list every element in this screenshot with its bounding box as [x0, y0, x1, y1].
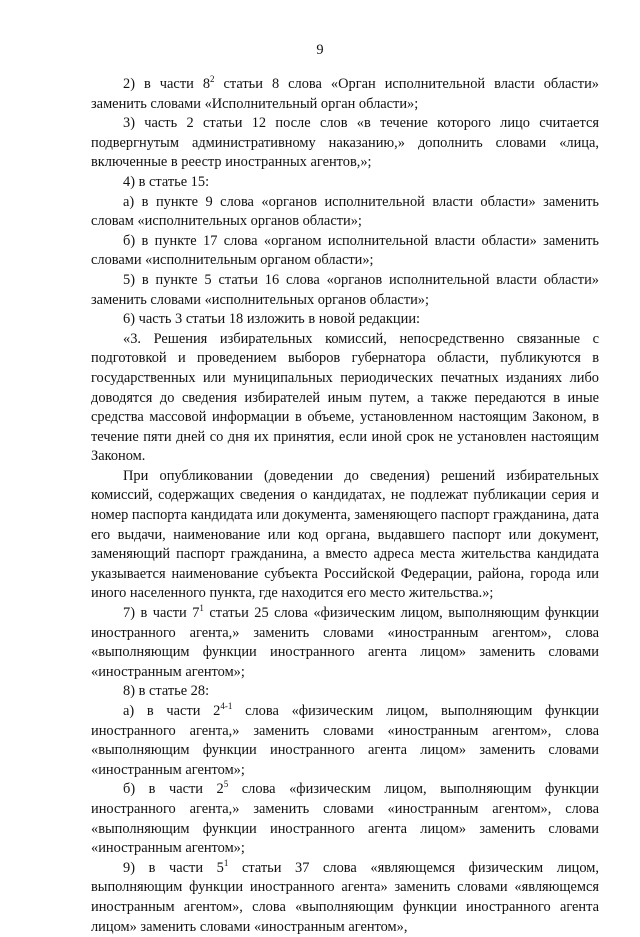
- paragraph-text: 4) в статье 15:: [123, 173, 210, 190]
- paragraph: [91, 682, 599, 702]
- paragraph-text: 3) часть 2 статьи 12 после слов «в течение которого лицо считается подвергнутым административному наказанию,» дополнить словами «лица, включенные в реестр иностранных агентов,»;: [91, 115, 599, 171]
- paragraph: [91, 271, 599, 310]
- paragraph-text: а) в пункте 9 слова «органов исполнительной власти области» заменить словам «исполнительных органов области»;: [91, 193, 599, 230]
- paragraph-text: При опубликовании (доведении до сведения) решений избирательных комиссий, содержащих сведения о кандидатах, не подлежат публикации серия и номер паспорта кандидата или документа, заменяющего паспорт гражданина, дата его выдачи, наименование или код органа, выдавшего паспорт или документ, заменяющий паспорт гражданина, а вместо адреса места жительства кандидата указывается наименование субъекта Российской Федерации, района, города или иного населенного пункта, где находится его место жительства.»;: [91, 467, 599, 602]
- superscript: 1: [223, 857, 229, 868]
- paragraph: [91, 114, 599, 173]
- document-body: [91, 75, 599, 937]
- paragraph-text: а) в части 2: [123, 703, 221, 719]
- paragraph-text: б) в части 2: [123, 781, 224, 798]
- paragraph-text: слова «физическим лицом, выполняющим функции иностранного агента,» заменить словами «иностранным агентом», слова «выполняющим функции иностранного агента лицом» заменить словами «иностранным агентом»;: [91, 781, 599, 857]
- paragraph-text: статьи 37 слова «являющемся физическим лицом, выполняющим функции иностранного агента» заменить словами «являющемся иностранным агентом», слова «выполняющим функции иностранного агента лицом» заменить словами «иностранным агентом»,: [91, 859, 599, 935]
- paragraph-text: 7) в части 7: [123, 605, 200, 622]
- paragraph-text: 9) в части 5: [123, 859, 224, 876]
- paragraph-text: б) в пункте 17 слова «органом исполнительной власти области» заменить словами «исполнительным органом области»;: [91, 232, 599, 269]
- paragraph-text: «3. Решения избирательных комиссий, непосредственно связанные с подготовкой и проведением выборов губернатора области, публикуются в государственных или муниципальных периодических печатных изданиях либо доводятся до сведения избирателей иным путем, а также передаются в иные средства массовой информации в объеме, установленном настоящим Законом, в течение пяти дней со дня их принятия, если иной срок не установлен настоящим Законом.: [91, 330, 599, 465]
- paragraph-text: 6) часть 3 статьи 18 изложить в новой редакции:: [123, 311, 421, 328]
- page-number: 9: [316, 42, 324, 58]
- paragraph: [91, 310, 599, 330]
- superscript: 1: [199, 603, 204, 614]
- paragraph: [91, 173, 599, 193]
- paragraph: [91, 330, 599, 467]
- paragraph: [91, 604, 599, 682]
- superscript: 4-1: [220, 701, 233, 711]
- paragraph: [91, 232, 599, 271]
- paragraph-text: 2) в части 8: [123, 76, 211, 92]
- paragraph: [91, 75, 599, 114]
- superscript: 5: [223, 779, 229, 790]
- paragraph: [91, 702, 599, 780]
- paragraph: [91, 193, 599, 232]
- paragraph-text: 8) в статье 28:: [123, 683, 210, 700]
- paragraph-text: статьи 25 слова «физическим лицом, выполняющим функции иностранного агента,» заменить словами «иностранным агентом», слова «выполняющим функции иностранного агента лицом» заменить словами «иностранным агентом»;: [91, 605, 599, 680]
- superscript: 2: [210, 74, 215, 84]
- paragraph: [91, 467, 599, 604]
- paragraph-text: 5) в пункте 5 статьи 16 слова «органов исполнительной власти области» заменить словами «исполнительных органов области»;: [91, 271, 599, 308]
- paragraph: [91, 780, 599, 858]
- paragraph-text: статьи 8 слова «Орган исполнительной власти области» заменить словами «Исполнительный орган области»;: [91, 76, 599, 112]
- paragraph: [91, 859, 599, 937]
- paragraph-text: слова «физическим лицом, выполняющим функции иностранного агента,» заменить словами «иностранным агентом», слова «выполняющим функции иностранного агента лицом» заменить словами «иностранным агентом»;: [91, 703, 600, 778]
